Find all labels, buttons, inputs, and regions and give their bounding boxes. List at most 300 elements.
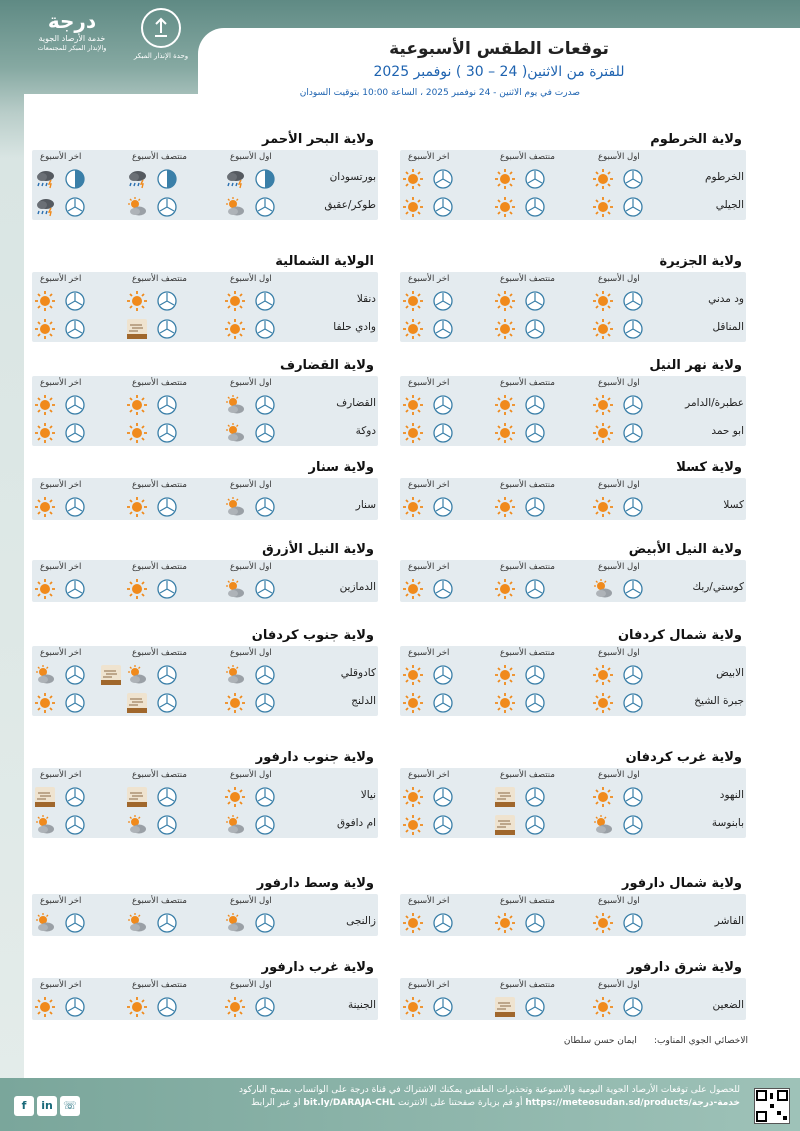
col-mid: منتصف الأسبوع bbox=[132, 770, 187, 780]
region-title: ولاية شمال دارفور bbox=[622, 876, 742, 891]
period-text: للفترة من الاثنين( 24 – 30 ) نوفمبر 2025 bbox=[373, 64, 625, 80]
website-link[interactable]: https://meteosudan.sd/products/خدمة-درجة bbox=[525, 1098, 740, 1108]
cloud-early-icon bbox=[592, 814, 614, 836]
daraja-logo bbox=[22, 8, 122, 78]
issued-text: صدرت في يوم الاثنين - 24 نوفمبر 2025 ، الساعة 10:00 بتوقيت السودان bbox=[299, 88, 580, 98]
sun-early-icon bbox=[224, 318, 246, 340]
sun-mid-icon bbox=[126, 290, 148, 312]
city-name: الدمازين bbox=[339, 581, 376, 593]
dust-mid-icon bbox=[126, 318, 148, 340]
wind-late-icon bbox=[432, 912, 454, 934]
wind-late-icon bbox=[64, 394, 86, 416]
dust-mid-icon bbox=[494, 996, 516, 1018]
sun-late-icon bbox=[402, 996, 424, 1018]
col-late: اخر الأسبوع bbox=[408, 480, 450, 490]
region-title: ولاية غرب كردفان bbox=[625, 750, 742, 765]
cloud-early-icon bbox=[592, 578, 614, 600]
wind-mid-icon bbox=[524, 168, 546, 190]
sun-early-icon bbox=[224, 786, 246, 808]
page-header bbox=[198, 36, 800, 104]
city-name: الدلنج bbox=[351, 695, 376, 707]
duty-forecaster bbox=[564, 1036, 748, 1046]
sun-late-icon bbox=[34, 996, 56, 1018]
city-name: جبرة الشيخ bbox=[694, 695, 744, 707]
sun-early-icon bbox=[592, 692, 614, 714]
wind-early-icon bbox=[254, 664, 276, 686]
cloud-early-icon bbox=[224, 814, 246, 836]
page-title: توقعات الطقس الأسبوعية bbox=[389, 39, 609, 59]
wind-early-icon bbox=[254, 996, 276, 1018]
region-panel bbox=[400, 376, 746, 446]
sun-late-icon bbox=[402, 168, 424, 190]
forecast-row bbox=[32, 992, 378, 1020]
sun-mid-icon bbox=[494, 664, 516, 686]
sun-early-icon bbox=[592, 496, 614, 518]
region-panel bbox=[32, 478, 378, 520]
city-name: الجنينة bbox=[347, 999, 376, 1011]
sun-early-icon bbox=[592, 168, 614, 190]
region-title: ولاية كسلا bbox=[676, 460, 742, 475]
region-title: ولاية جنوب كردفان bbox=[251, 628, 374, 643]
forecast-row bbox=[32, 390, 378, 418]
wind-mid-icon bbox=[524, 496, 546, 518]
wind-mid-icon bbox=[156, 692, 178, 714]
sun-late-icon bbox=[402, 196, 424, 218]
cloud-mid-icon bbox=[126, 912, 148, 934]
wind-early-icon bbox=[622, 692, 644, 714]
wind-mid-icon bbox=[156, 578, 178, 600]
col-late: اخر الأسبوع bbox=[40, 980, 82, 990]
col-early: اول الأسبوع bbox=[230, 274, 272, 284]
city-name: سنار bbox=[355, 499, 376, 511]
col-mid: منتصف الأسبوع bbox=[500, 648, 555, 658]
wind-early-icon bbox=[622, 196, 644, 218]
wind-late-icon bbox=[64, 814, 86, 836]
region-title: ولاية غرب دارفور bbox=[261, 960, 374, 975]
region-title: ولاية النيل الأبيض bbox=[628, 542, 742, 557]
col-mid: منتصف الأسبوع bbox=[132, 274, 187, 284]
column-headers bbox=[32, 894, 378, 908]
wind-late-icon bbox=[432, 578, 454, 600]
sun-mid-icon bbox=[126, 422, 148, 444]
sun-late-icon bbox=[34, 394, 56, 416]
forecast-row bbox=[400, 418, 746, 446]
forecast-row bbox=[400, 992, 746, 1020]
sun-late-icon bbox=[402, 394, 424, 416]
duty-name: ايمان حسن سلطان bbox=[563, 1036, 637, 1046]
column-headers bbox=[400, 150, 746, 164]
forecast-row bbox=[400, 390, 746, 418]
wind-late-icon bbox=[432, 168, 454, 190]
duty-label: الاخصائي الجوي المناوب: bbox=[654, 1036, 748, 1046]
city-name: دوكة bbox=[355, 425, 376, 437]
column-headers bbox=[32, 272, 378, 286]
sun-late-icon bbox=[402, 290, 424, 312]
dust-mid-icon bbox=[494, 786, 516, 808]
emblem-icon bbox=[141, 8, 181, 48]
dust-extra-icon bbox=[100, 664, 122, 686]
region-r7 bbox=[32, 458, 378, 520]
city-name: كسلا bbox=[723, 499, 744, 511]
wind-mid-icon bbox=[524, 318, 546, 340]
sun-late-icon bbox=[402, 318, 424, 340]
col-late: اخر الأسبوع bbox=[40, 562, 82, 572]
region-r16 bbox=[400, 958, 746, 1020]
col-late: اخر الأسبوع bbox=[408, 770, 450, 780]
column-headers bbox=[32, 978, 378, 992]
wind-mid-icon bbox=[156, 912, 178, 934]
wind-late-icon bbox=[64, 664, 86, 686]
region-title: الولاية الشمالية bbox=[275, 254, 374, 269]
unit-name: وحدة الإنذار المبكر bbox=[133, 52, 189, 60]
footer-line2a: او عبر الرابط bbox=[251, 1098, 301, 1108]
column-headers bbox=[400, 646, 746, 660]
storm-late-icon bbox=[34, 196, 56, 218]
col-late: اخر الأسبوع bbox=[40, 770, 82, 780]
footer-line1: للحصول على توقعات الأرصاد الجوية اليومية والاسبوعية وتحذيرات الطقس يمكنك الاشتراك في قناة درجة على الواتساب بمسح الباركود bbox=[239, 1085, 740, 1095]
col-late: اخر الأسبوع bbox=[408, 562, 450, 572]
linkedin-icon[interactable]: in bbox=[37, 1096, 57, 1116]
wind-mid-icon bbox=[524, 394, 546, 416]
wind-early-icon bbox=[254, 578, 276, 600]
region-r10 bbox=[400, 626, 746, 716]
wind-late-icon bbox=[432, 422, 454, 444]
wind-early-icon bbox=[622, 912, 644, 934]
column-headers bbox=[32, 646, 378, 660]
col-mid: منتصف الأسبوع bbox=[500, 980, 555, 990]
col-mid: منتصف الأسبوع bbox=[500, 770, 555, 780]
region-r5 bbox=[32, 356, 378, 446]
sun-mid-icon bbox=[494, 196, 516, 218]
wind-mid-icon bbox=[156, 318, 178, 340]
dust-late-icon bbox=[34, 786, 56, 808]
wind-early-icon bbox=[254, 814, 276, 836]
region-title: ولاية الجزيرة bbox=[659, 254, 742, 269]
city-name: الجيلي bbox=[715, 199, 744, 211]
sun-mid-icon bbox=[494, 290, 516, 312]
wind-late-icon bbox=[432, 664, 454, 686]
wind-late-icon bbox=[432, 496, 454, 518]
wind-early-icon bbox=[254, 290, 276, 312]
col-early: اول الأسبوع bbox=[598, 152, 640, 162]
sun-early-icon bbox=[224, 996, 246, 1018]
sun-late-icon bbox=[402, 692, 424, 714]
col-early: اول الأسبوع bbox=[230, 980, 272, 990]
column-headers bbox=[400, 560, 746, 574]
col-late: اخر الأسبوع bbox=[40, 480, 82, 490]
wind-mid-icon bbox=[156, 196, 178, 218]
wind-late-icon bbox=[64, 912, 86, 934]
region-r0 bbox=[400, 130, 746, 220]
column-headers bbox=[400, 978, 746, 992]
channel-link[interactable]: bit.ly/DARAJA-CHL bbox=[303, 1098, 396, 1108]
sun-mid-icon bbox=[494, 168, 516, 190]
wind-late-icon bbox=[64, 290, 86, 312]
forecast-row bbox=[400, 314, 746, 342]
column-headers bbox=[400, 272, 746, 286]
wind-mid-icon bbox=[524, 422, 546, 444]
col-early: اول الأسبوع bbox=[230, 770, 272, 780]
column-headers bbox=[400, 894, 746, 908]
wind-early-icon bbox=[254, 496, 276, 518]
col-early: اول الأسبوع bbox=[230, 378, 272, 388]
wind-late-icon bbox=[432, 814, 454, 836]
wind-late-icon bbox=[64, 318, 86, 340]
sun-mid-icon bbox=[494, 422, 516, 444]
sun-early-icon bbox=[592, 786, 614, 808]
wind-early-icon bbox=[622, 664, 644, 686]
wind-mid-icon bbox=[156, 496, 178, 518]
wind-late-icon bbox=[432, 318, 454, 340]
region-panel bbox=[400, 272, 746, 342]
wind-early-icon bbox=[622, 578, 644, 600]
footer-text bbox=[100, 1084, 740, 1110]
whatsapp-icon[interactable]: ☏ bbox=[60, 1096, 80, 1116]
city-name: بابنوسة bbox=[711, 817, 744, 829]
footer-line2b: أو قم بزيارة صفحتنا على الانترنت bbox=[398, 1098, 523, 1108]
col-mid: منتصف الأسبوع bbox=[500, 480, 555, 490]
wind-late-icon bbox=[64, 692, 86, 714]
sun-early-icon bbox=[592, 996, 614, 1018]
column-headers bbox=[400, 768, 746, 782]
city-name: وادي حلفا bbox=[333, 321, 376, 333]
city-name: الفاشر bbox=[714, 915, 744, 927]
col-late: اخر الأسبوع bbox=[408, 378, 450, 388]
city-name: الضعين bbox=[712, 999, 744, 1011]
col-mid: منتصف الأسبوع bbox=[500, 378, 555, 388]
col-early: اول الأسبوع bbox=[598, 274, 640, 284]
sun-late-icon bbox=[34, 692, 56, 714]
rain-late-icon bbox=[64, 168, 86, 190]
forecast-row bbox=[400, 192, 746, 220]
col-early: اول الأسبوع bbox=[598, 378, 640, 388]
sun-early-icon bbox=[592, 318, 614, 340]
region-panel bbox=[32, 894, 378, 936]
forecast-row bbox=[32, 492, 378, 520]
region-title: ولاية البحر الأحمر bbox=[262, 132, 374, 147]
wind-late-icon bbox=[64, 496, 86, 518]
cloud-mid-icon bbox=[126, 196, 148, 218]
region-title: ولاية القضارف bbox=[279, 358, 374, 373]
forecast-row bbox=[32, 418, 378, 446]
forecast-row bbox=[32, 660, 378, 688]
col-mid: منتصف الأسبوع bbox=[500, 152, 555, 162]
region-panel bbox=[400, 894, 746, 936]
sun-early-icon bbox=[592, 394, 614, 416]
storm-late-icon bbox=[34, 168, 56, 190]
sun-late-icon bbox=[402, 664, 424, 686]
forecast-row bbox=[32, 810, 378, 838]
forecast-row bbox=[400, 688, 746, 716]
region-r12 bbox=[400, 748, 746, 838]
column-headers bbox=[400, 376, 746, 390]
sun-late-icon bbox=[402, 496, 424, 518]
wind-mid-icon bbox=[156, 786, 178, 808]
col-mid: منتصف الأسبوع bbox=[132, 378, 187, 388]
city-name: ود مدني bbox=[708, 293, 744, 305]
city-name: كادوقلي bbox=[340, 667, 376, 679]
forecast-row bbox=[32, 574, 378, 602]
sun-late-icon bbox=[34, 318, 56, 340]
sun-late-icon bbox=[34, 578, 56, 600]
column-headers bbox=[32, 376, 378, 390]
forecast-row bbox=[32, 314, 378, 342]
region-r15 bbox=[32, 874, 378, 936]
col-mid: منتصف الأسبوع bbox=[500, 562, 555, 572]
sun-early-icon bbox=[592, 664, 614, 686]
cloud-late-icon bbox=[34, 664, 56, 686]
sun-mid-icon bbox=[494, 912, 516, 934]
wind-mid-icon bbox=[156, 290, 178, 312]
col-early: اول الأسبوع bbox=[598, 648, 640, 658]
cloud-early-icon bbox=[224, 664, 246, 686]
wind-late-icon bbox=[432, 394, 454, 416]
wind-mid-icon bbox=[524, 786, 546, 808]
sun-late-icon bbox=[402, 578, 424, 600]
wind-late-icon bbox=[432, 196, 454, 218]
wind-mid-icon bbox=[524, 692, 546, 714]
city-name: ام دافوق bbox=[337, 817, 376, 829]
col-late: اخر الأسبوع bbox=[408, 896, 450, 906]
col-early: اول الأسبوع bbox=[598, 980, 640, 990]
brand-name: درجة bbox=[47, 9, 97, 33]
sun-late-icon bbox=[402, 422, 424, 444]
region-r14 bbox=[400, 874, 746, 936]
column-headers bbox=[32, 560, 378, 574]
sun-mid-icon bbox=[494, 394, 516, 416]
region-title: ولاية الخرطوم bbox=[650, 132, 742, 147]
sun-early-icon bbox=[592, 912, 614, 934]
forecast-row bbox=[32, 782, 378, 810]
wind-early-icon bbox=[622, 814, 644, 836]
wind-mid-icon bbox=[524, 578, 546, 600]
cloud-late-icon bbox=[34, 814, 56, 836]
region-title: ولاية وسط دارفور bbox=[256, 876, 374, 891]
region-r13 bbox=[32, 748, 378, 838]
city-name: دنقلا bbox=[356, 293, 376, 305]
sun-late-icon bbox=[34, 422, 56, 444]
cloud-early-icon bbox=[224, 394, 246, 416]
cloud-early-icon bbox=[224, 496, 246, 518]
wind-mid-icon bbox=[524, 912, 546, 934]
wind-late-icon bbox=[432, 692, 454, 714]
region-r4 bbox=[400, 356, 746, 446]
col-late: اخر الأسبوع bbox=[408, 648, 450, 658]
qr-code[interactable] bbox=[754, 1088, 790, 1124]
forecast-row bbox=[400, 908, 746, 936]
wind-early-icon bbox=[622, 290, 644, 312]
region-title: ولاية شرق دارفور bbox=[627, 960, 742, 975]
region-title: ولاية نهر النيل bbox=[649, 358, 742, 373]
column-headers bbox=[32, 478, 378, 492]
wind-late-icon bbox=[432, 996, 454, 1018]
cloud-early-icon bbox=[224, 912, 246, 934]
wind-mid-icon bbox=[156, 996, 178, 1018]
sun-early-icon bbox=[592, 290, 614, 312]
wind-late-icon bbox=[64, 422, 86, 444]
forecast-row bbox=[400, 164, 746, 192]
city-name: بورتسودان bbox=[329, 171, 376, 183]
dust-mid-icon bbox=[494, 814, 516, 836]
region-title: ولاية جنوب دارفور bbox=[255, 750, 374, 765]
column-headers bbox=[32, 768, 378, 782]
col-late: اخر الأسبوع bbox=[40, 274, 82, 284]
cloud-late-icon bbox=[34, 912, 56, 934]
wind-early-icon bbox=[622, 996, 644, 1018]
rain-early-icon bbox=[254, 168, 276, 190]
column-headers bbox=[32, 150, 378, 164]
city-name: نيالا bbox=[360, 789, 376, 801]
forecast-row bbox=[400, 782, 746, 810]
col-mid: منتصف الأسبوع bbox=[132, 480, 187, 490]
region-title: ولاية شمال كردفان bbox=[617, 628, 742, 643]
col-mid: منتصف الأسبوع bbox=[132, 980, 187, 990]
forecast-row bbox=[32, 908, 378, 936]
col-early: اول الأسبوع bbox=[598, 562, 640, 572]
wind-late-icon bbox=[64, 996, 86, 1018]
col-mid: منتصف الأسبوع bbox=[500, 896, 555, 906]
facebook-icon[interactable]: f bbox=[14, 1096, 34, 1116]
sun-mid-icon bbox=[494, 496, 516, 518]
wind-early-icon bbox=[254, 196, 276, 218]
wind-early-icon bbox=[622, 394, 644, 416]
region-r17 bbox=[32, 958, 378, 1020]
sun-late-icon bbox=[34, 496, 56, 518]
forecast-row bbox=[400, 286, 746, 314]
col-early: اول الأسبوع bbox=[230, 152, 272, 162]
region-r3 bbox=[32, 252, 378, 342]
storm-mid-icon bbox=[126, 168, 148, 190]
meteo-emblem bbox=[126, 8, 196, 78]
region-panel bbox=[400, 768, 746, 838]
col-early: اول الأسبوع bbox=[230, 562, 272, 572]
sun-early-icon bbox=[224, 290, 246, 312]
col-mid: منتصف الأسبوع bbox=[132, 896, 187, 906]
col-mid: منتصف الأسبوع bbox=[132, 562, 187, 572]
col-mid: منتصف الأسبوع bbox=[500, 274, 555, 284]
region-r2 bbox=[400, 252, 746, 342]
col-early: اول الأسبوع bbox=[598, 770, 640, 780]
wind-early-icon bbox=[254, 912, 276, 934]
region-panel bbox=[32, 978, 378, 1020]
sun-late-icon bbox=[402, 814, 424, 836]
col-mid: منتصف الأسبوع bbox=[132, 648, 187, 658]
sun-early-icon bbox=[592, 196, 614, 218]
wind-mid-icon bbox=[156, 814, 178, 836]
forecast-row bbox=[400, 492, 746, 520]
forecast-row bbox=[32, 164, 378, 192]
wind-early-icon bbox=[622, 168, 644, 190]
city-name: الابيض bbox=[716, 667, 744, 679]
wind-late-icon bbox=[64, 578, 86, 600]
wind-mid-icon bbox=[524, 196, 546, 218]
col-early: اول الأسبوع bbox=[230, 896, 272, 906]
wind-early-icon bbox=[254, 786, 276, 808]
sun-mid-icon bbox=[126, 496, 148, 518]
region-panel bbox=[400, 978, 746, 1020]
col-late: اخر الأسبوع bbox=[40, 648, 82, 658]
dust-mid-icon bbox=[126, 786, 148, 808]
column-headers bbox=[400, 478, 746, 492]
region-r6 bbox=[400, 458, 746, 520]
col-late: اخر الأسبوع bbox=[408, 980, 450, 990]
sun-early-icon bbox=[592, 422, 614, 444]
city-name: المناقل bbox=[712, 321, 744, 333]
dust-mid-icon bbox=[126, 692, 148, 714]
wind-early-icon bbox=[622, 786, 644, 808]
city-name: طوكر/عقيق bbox=[324, 199, 376, 211]
sun-mid-icon bbox=[494, 692, 516, 714]
